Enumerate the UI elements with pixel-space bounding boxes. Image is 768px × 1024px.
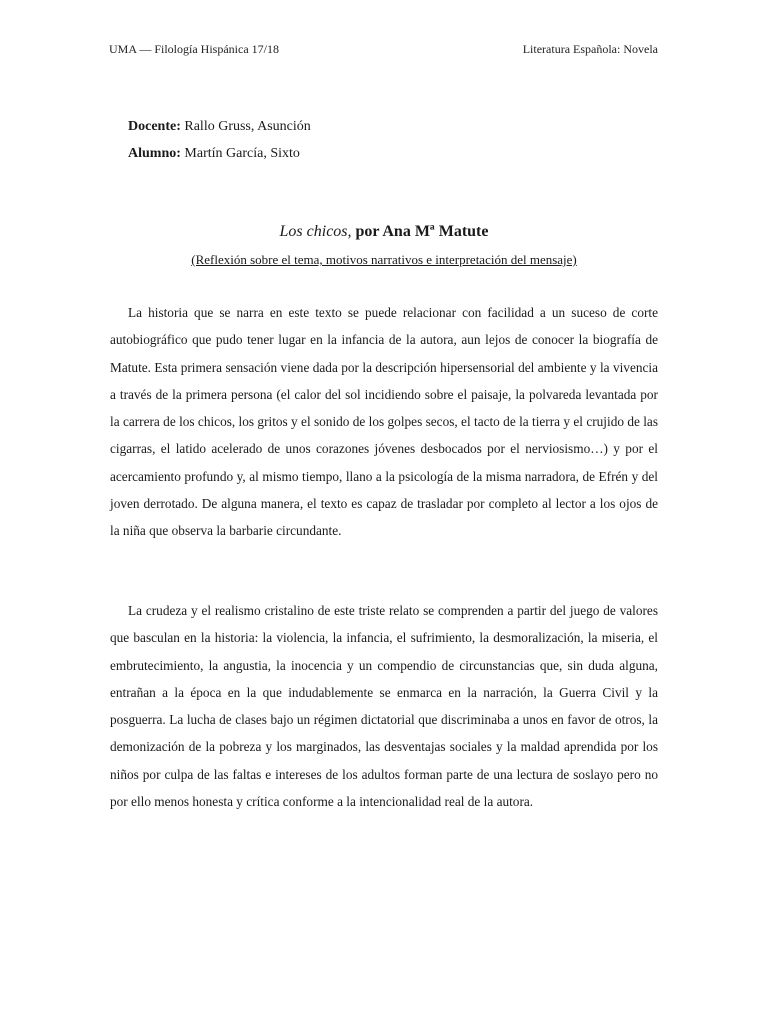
docente-row [128,113,311,140]
alumno-value: Martín García, Sixto [180,146,300,161]
body-paragraph-2: La crudeza y el realismo cristalino de este triste relato se comprenden a partir del juego de valores que basculan en la historia: la violencia, la infancia, el sufrimiento, la desmoralización, la miseria, el embrutecimiento, la angustia, la inocencia y un compendio de circunstancias que, sin duda alguna, entrañan a la época en la que indudablemente se enmarca en la narración, la Guerra Civil y la posguerra. La lucha de clases bajo un régimen dictatorial que discriminaba a unos en favor de otros, la demonización de la pobreza y los marginados, las desventajas sociales y la maldad aprendida por los niños por culpa de las faltas e intereses de los adultos forman parte de una lectura de soslayo pero no por ello menos honesta y crítica conforme a la intencionalidad real de la autora. [110,603,658,810]
page-header [109,41,658,57]
title-author: por Ana Mª Matute [351,223,489,240]
docente-value: Rallo Gruss, Asunción [180,119,311,134]
header-subject: Literatura Española: Novela [522,42,658,56]
header-course: UMA — Filología Hispánica 17/18 [109,42,279,56]
document-subtitle: (Reflexión sobre el tema, motivos narrativos e interpretación del mensaje) [191,252,577,267]
alumno-label: Alumno: [128,146,181,161]
body-paragraph-1: La historia que se narra en este texto se puede relacionar con facilidad a un suceso de corte autobiográfico que pudo tener lugar en la infancia de la autora, aun lejos de conocer la biografía de Matute. Esta primera sensación viene dada por la descripción hipersensorial del ambiente y la vivencia a través de la primera persona (el calor del sol incidiendo sobre el paisaje, la polvareda levantada por la carrera de los chicos, los gritos y el sonido de los golpes secos, el tacto de la tierra y el crujido de las cigarras, el latido acelerado de unos corazones jóvenes desbocados por el nerviosismo…) y por el acercamiento profundo y, al mismo tiempo, llano a la psicología de la misma narradora, de Efrén y del joven derrotado. De alguna manera, el texto es capaz de trasladar por completo al lector a los ojos de la niña que observa la barbarie circundante. [110,305,658,539]
docente-label: Docente: [128,119,181,134]
author-info [128,113,311,167]
alumno-row [128,140,311,167]
document-title [0,222,768,242]
title-work: Los chicos, [279,223,352,240]
